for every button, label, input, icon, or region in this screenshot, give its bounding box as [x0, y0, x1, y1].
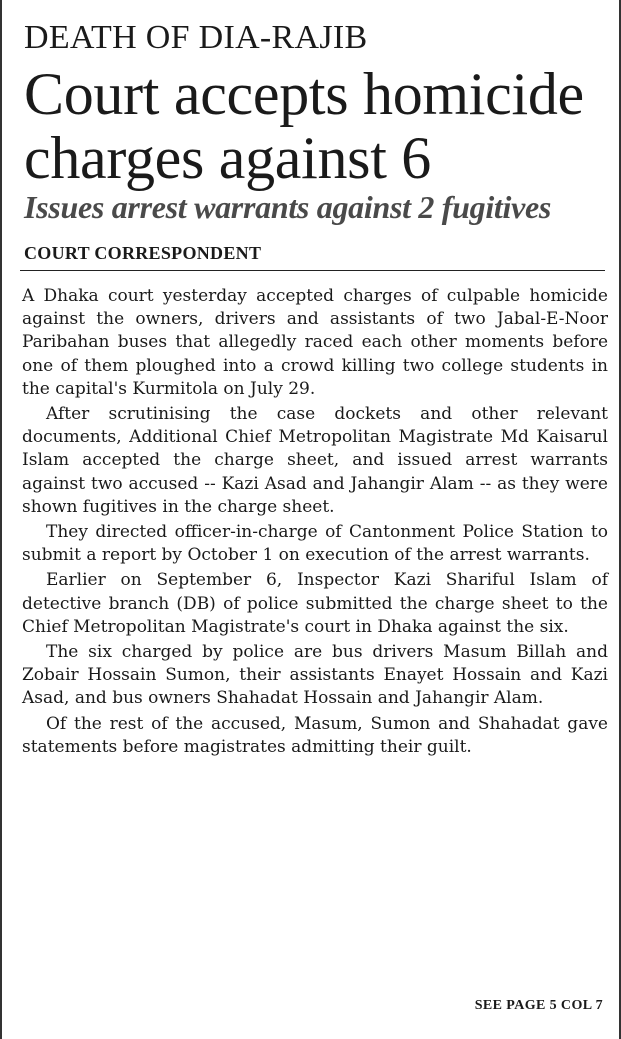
- paragraph-2: After scrutinising the case dockets and other relevant documents, Additional Chief Metropolitan Magistrate Md Kaisarul Islam accepted the charge sheet, and issued arrest warrants against two accused -- Kazi Asad and Jahangir Alam -- as they were shown fugitives in the charge sheet.: [22, 404, 608, 517]
- paragraph-5: The six charged by police are bus drivers Masum Billah and Zobair Hossain Sumon, their assistants Enayet Hossain and Kazi Asad, and bus owners Shahadat Hossain and Jahangir Alam.: [22, 642, 608, 709]
- paragraph-6: Of the rest of the accused, Masum, Sumon and Shahadat gave statements before magistrates admitting their guilt.: [22, 713, 608, 757]
- headline: Court accepts homicide charges against 6: [24, 61, 584, 191]
- paragraph-4: Earlier on September 6, Inspector Kazi Shariful Islam of detective branch (DB) of police submitted the charge sheet to the Chief Metropolitan Magistrate's court in Dhaka against the six.: [22, 570, 608, 637]
- article-body: [22, 285, 608, 761]
- subheadline: Issues arrest warrants against 2 fugitives: [24, 189, 552, 225]
- continued-jump-line: SEE PAGE 5 COL 7: [474, 998, 603, 1013]
- paragraph-1: A Dhaka court yesterday accepted charges of culpable homicide against the owners, drivers and assistants of two Jabal-E-Noor Paribahan buses that allegedly raced each other moments before one of them ploughed into a crowd killing two college students in the capital's Kurmitola on July 29.: [22, 286, 608, 399]
- kicker: DEATH OF DIA-RAJIB: [24, 19, 368, 56]
- paragraph-3: They directed officer-in-charge of Cantonment Police Station to submit a report by October 1 on execution of the arrest warrants.: [22, 522, 608, 566]
- byline-rule: [20, 270, 605, 271]
- byline: COURT CORRESPONDENT: [24, 243, 262, 263]
